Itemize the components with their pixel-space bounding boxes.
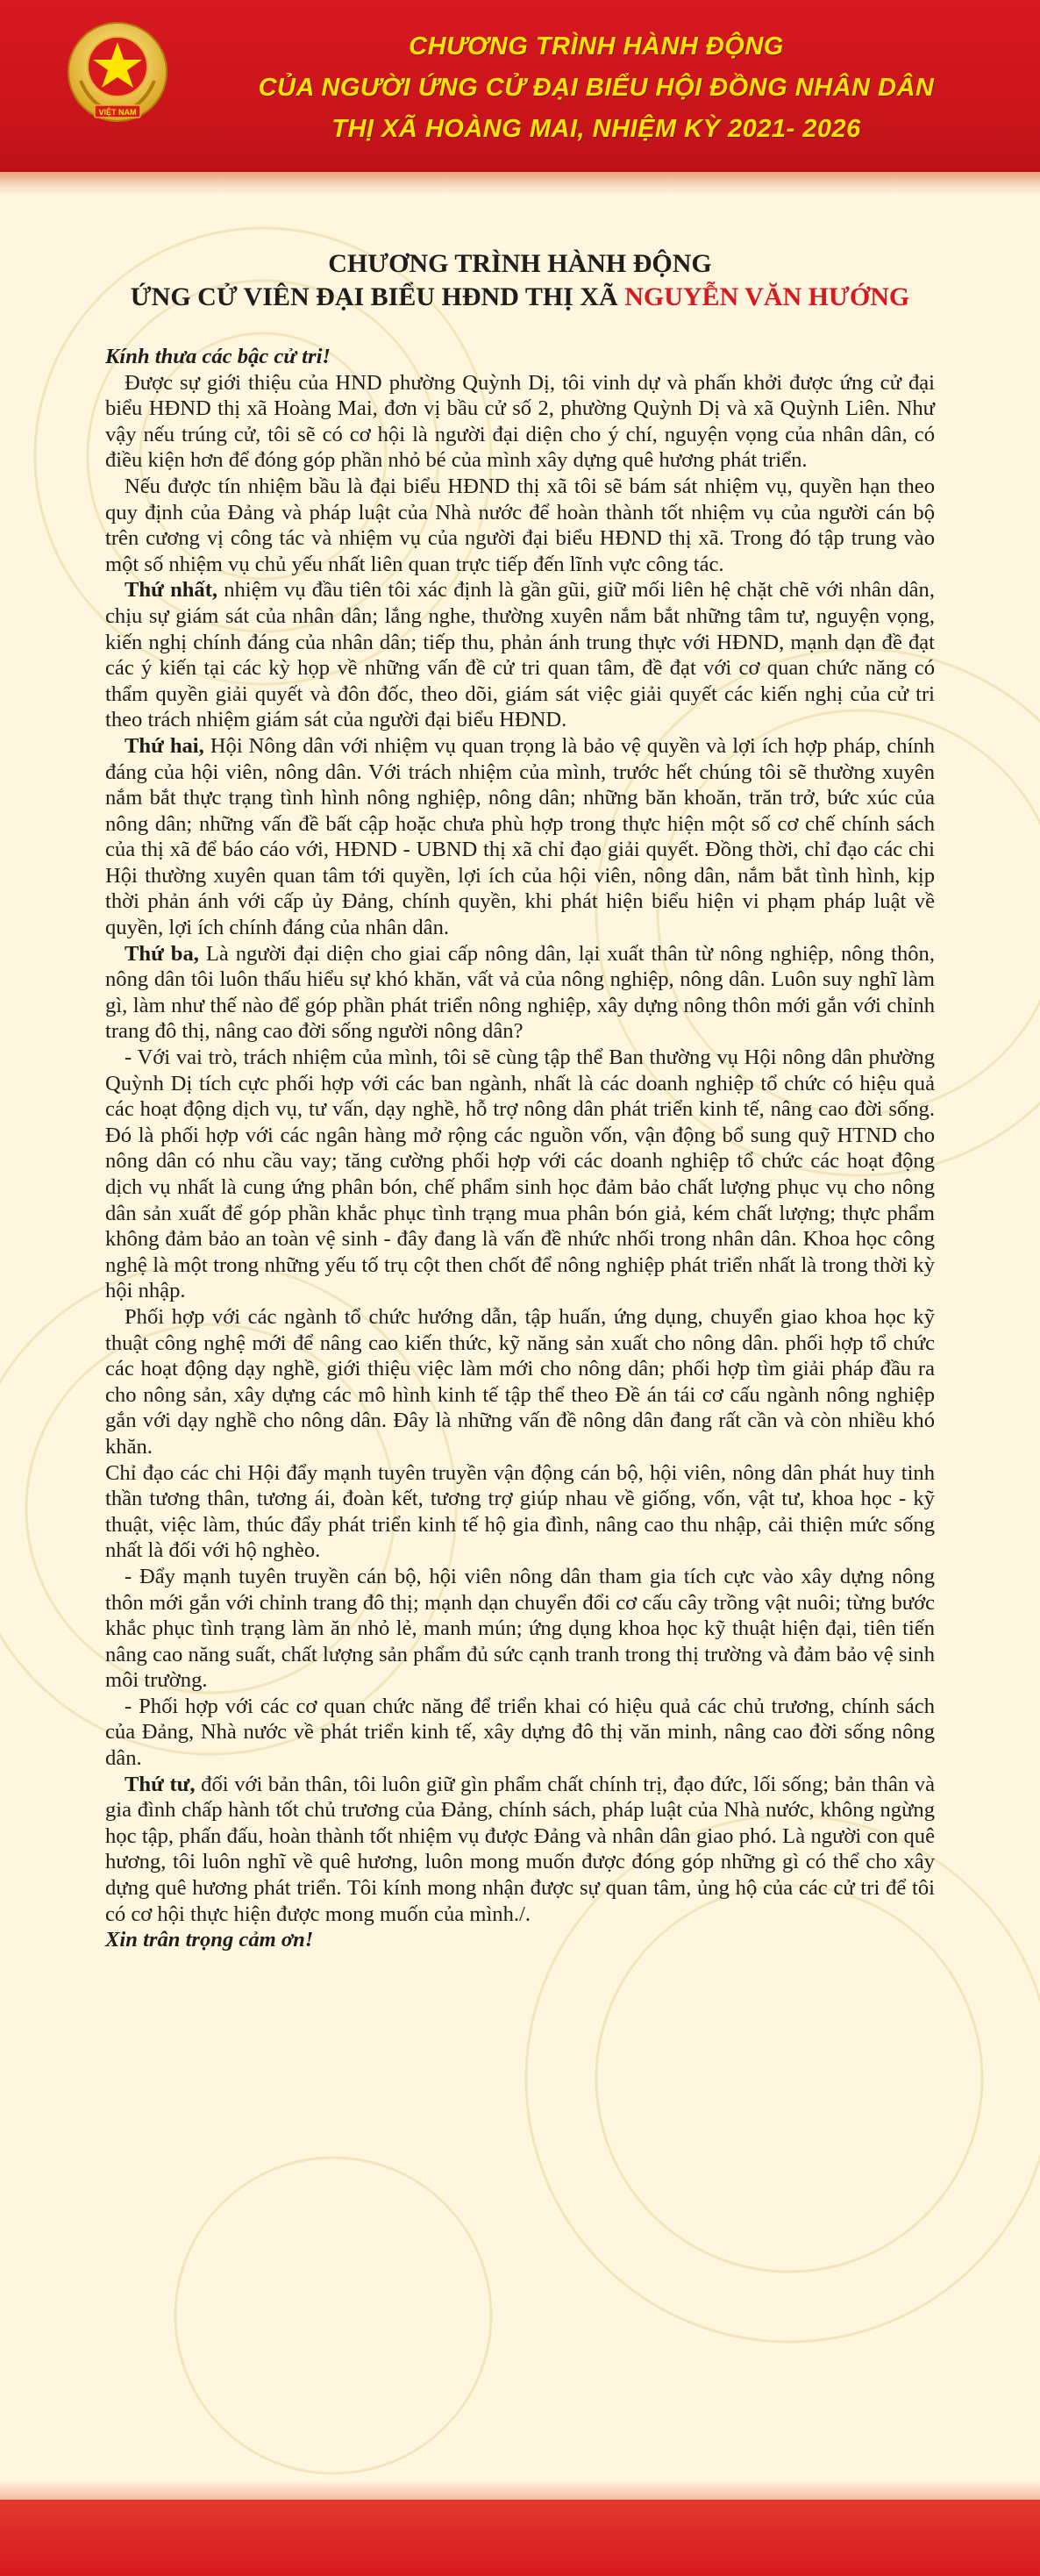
paragraph-9: - Đẩy mạnh tuyên truyền cán bộ, hội viên nông dân tham gia tích cực vào xây dựng nông thôn mới gắn với chỉnh trang đô thị; mạnh dạn chuyển đổi cơ cấu cây trồng vật nuôi; từng bước khắc phục tình trạng làm ăn nhỏ lẻ, manh mún; ứng dụng khoa học kỹ thuật hiện đại, tiên tiến nâng cao năng suất, chất lượng sản phẩm đủ sức cạnh tranh trong thị trường và đảm bảo vệ sinh môi trường. [105,1564,935,1693]
paragraph-3 [105,577,935,733]
paragraph-7: Phối hợp với các ngành tổ chức hướng dẫn, tập huấn, ứng dụng, chuyển giao khoa học kỹ thuật công nghệ mới để nâng cao kiến thức, kỹ năng sản xuất cho nông dân. phối hợp tổ chức các hoạt động dạy nghề, giới thiệu việc làm mới cho nông dân; phối hợp tìm giải pháp đầu ra cho nông sản, xây dựng các mô hình kinh tế tập thể theo Đề án tái cơ cấu ngành nông nghiệp gắn với dạy nghề cho nông dân. Đây là những vấn đề nông dân đang rất cần và còn nhiều khó khăn. [105,1304,935,1459]
title-line-2 [105,281,935,314]
header-banner [0,0,1040,182]
document-body [105,344,935,1953]
paragraph-4 [105,733,935,941]
paragraph-3-lead: Thứ nhất, [125,578,218,603]
paragraph-4-text: Hội Nông dân với nhiệm vụ quan trọng là bảo vệ quyền và lợi ích hợp pháp, chính đáng của hội viên, nông dân. Với trách nhiệm của mình, trước hết chúng tôi sẽ thường xuyên nắm bắt thực trạng tình hình nông nghiệp, nông dân; những băn khoăn, trăn trở, bức xúc của nông dân; những vấn đề bất cập hoặc chưa phù hợp trong thực hiện một số cơ chế chính sách của thị xã để báo cáo với, HĐND - UBND thị xã chỉ đạo giải quyết. Đồng thời, chỉ đạo các chi Hội thường xuyên quan tâm tới quyền, lợi ích của hội viên, nông dân, nắm bắt tình hình, kịp thời phản ánh với cấp ủy Đảng, chính quyền, khi phát hiện biểu hiện vi phạm pháp luật về quyền, lợi ích chính đáng của nhân dân. [105,733,936,940]
closing-thanks: Xin trân trọng cảm ơn! [105,1928,314,1952]
paragraph-8: Chỉ đạo các chi Hội đẩy mạnh tuyên truyền vận động cán bộ, hội viên, nông dân phát huy tinh thần tương thân, tương ái, đoàn kết, tương trợ giúp nhau về giống, vốn, vật tư, khoa học - kỹ thuật, việc làm, thúc đẩy phát triển kinh tế hộ gia đình, nâng cao thu nhập, cải thiện mức sống nhất là đối với hộ nghèo. [105,1460,935,1563]
paragraph-11-text: đối với bản thân, tôi luôn giữ gìn phẩm chất chính trị, đạo đức, lối sống; bản thân và gia đình chấp hành tốt chủ trương của Đảng, chính sách, pháp luật của Nhà nước, không ngừng học tập, phấn đấu, hoàn thành tốt nhiệm vụ được Đảng và nhân dân giao phó. Là người con quê hương, tôi luôn nghĩ về quê hương, luôn mong muốn được đóng góp những gì có thể cho xây dựng quê hương phát triển. Tôi kính mong nhận được sự quan tâm, ủng hộ của các cử tri để tôi có cơ hội thực hiện được mong muốn của mình./. [105,1772,935,1926]
paragraph-5-lead: Thứ ba, [125,941,199,966]
paragraph-4-lead: Thứ hai, [125,733,204,758]
paragraph-1: Được sự giới thiệu của HND phường Quỳnh Dị, tôi vinh dự và phấn khởi được ứng cử đại biểu HĐND thị xã Hoàng Mai, đơn vị bầu cử số 2, phường Quỳnh Dị và xã Quỳnh Liên. Như vậy nếu trúng cử, tôi sẽ có cơ hội là người đại diện cho ý chí, nguyện vọng của nhân dân, có điều kiện hơn để đóng góp phần nhỏ bé của mình xây dựng quê hương phát triển. [105,370,935,473]
header-title-block [210,26,982,150]
paragraph-10: - Phối hợp với các cơ quan chức năng để triển khai có hiệu quả các chủ trương, chính sách của Đảng, Nhà nước về phát triển kinh tế, xây dựng đô thị văn minh, nâng cao đời sống nông dân. [105,1694,935,1771]
footer-fade [0,2480,1040,2501]
candidate-name: NGUYỄN VĂN HƯỚNG [624,282,910,311]
page-title [105,247,935,314]
emblem-banner-text: VIỆT NAM [98,108,137,117]
greeting: Kính thưa các bậc cử tri! [105,345,331,368]
paragraph-6: - Với vai trò, trách nhiệm của mình, tôi sẽ cùng tập thể Ban thường vụ Hội nông dân phường Quỳnh Dị tích cực phối hợp với các ban ngành, nhất là các doanh nghiệp tổ chức có hiệu quả các hoạt động dịch vụ, tư vấn, dạy nghề, hỗ trợ nông dân phát triển kinh tế, nâng cao đời sống. Đó là phối hợp với các ngân hàng mở rộng các nguồn vốn, vận động bổ sung quỹ HTND cho nông dân có nhu cầu vay; tăng cường phối hợp với các doanh nghiệp tổ chức các hoạt động dịch vụ nhất là cung ứng phân bón, chế phẩm sinh học đảm bảo chất lượng phục vụ cho nông dân sản xuất để góp phần khắc phục tình trạng mua phân bón giả, kém chất lượng; thực phẩm không đảm bảo an toàn vệ sinh - đây đang là vấn đề nhức nhối trong nhân dân. Khoa học công nghệ là một trong những yếu tố trụ cột then chốt để nông nghiệp phát triển nhất là trong thời kỳ hội nhập. [105,1045,935,1303]
footer-band [0,2500,1040,2576]
paragraph-5-text: Là người đại diện cho giai cấp nông dân, lại xuất thân từ nông nghiệp, nông thôn, nông dân tôi luôn thấu hiểu sự khó khăn, vất vả của nông nghiệp, nông dân. Luôn suy nghĩ làm gì, làm như thế nào để góp phần phát triển nông nghiệp, xây dựng nông thôn mới gắn với chỉnh trang đô thị, nâng cao đời sống người nông dân? [105,941,935,1044]
paragraph-11-lead: Thứ tư, [125,1772,196,1796]
paragraph-5 [105,941,935,1045]
header-line-1: CHƯƠNG TRÌNH HÀNH ĐỘNG [409,32,784,61]
title-line-2-prefix: ỨNG CỬ VIÊN ĐẠI BIỂU HĐND THỊ XÃ [130,282,625,311]
paragraph-3-text: nhiệm vụ đầu tiên tôi xác định là gần gũi, giữ mối liên hệ chặt chẽ với nhân dân, chịu sự giám sát của nhân dân; lắng nghe, thường xuyên nắm bắt những tâm tư, nguyện vọng, kiến nghị chính đáng của nhân dân; tiếp thu, phản ánh trung thực với HĐND, mạnh dạn đề đạt các ý kiến tại các kỳ họp về những vấn đề cử tri quan tâm, đề đạt với cơ quan chức năng có thẩm quyền giải quyết và đôn đốc, theo dõi, giám sát việc giải quyết các kiến nghị của cử tri theo trách nhiệm giám sát của người đại biểu HĐND. [105,578,935,732]
title-line-1: CHƯƠNG TRÌNH HÀNH ĐỘNG [328,249,712,278]
paragraph-11 [105,1772,935,1928]
national-emblem-icon [65,19,170,133]
header-fade-divider [0,172,1040,195]
header-line-2: CỦA NGƯỜI ỨNG CỬ ĐẠI BIỂU HỘI ĐỒNG NHÂN DÂN [258,74,935,102]
header-line-3: THỊ XÃ HOÀNG MAI, NHIỆM KỲ 2021- 2026 [331,115,861,143]
paragraph-2: Nếu được tín nhiệm bầu là đại biểu HĐND thị xã tôi sẽ bám sát nhiệm vụ, quyền hạn theo quy định của Đảng và pháp luật của Nhà nước để hoàn thành tốt nhiệm vụ của người cán bộ trên cương vị công tác và nhiệm vụ của người đại biểu HĐND thị xã. Trong đó tập trung vào một số nhiệm vụ chủ yếu nhất liên quan trực tiếp đến lĩnh vực công tác. [105,474,935,576]
main-content [105,247,935,1953]
